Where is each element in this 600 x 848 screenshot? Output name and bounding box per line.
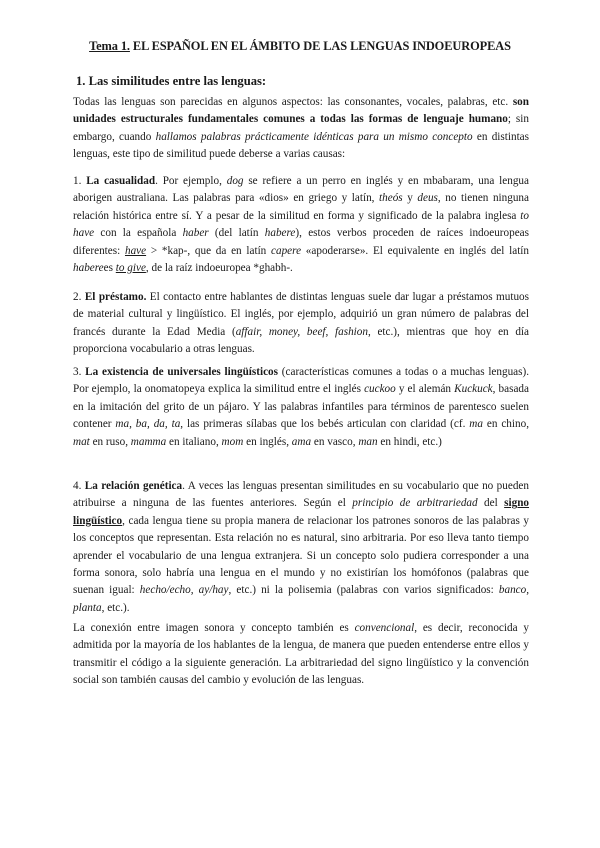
italic-text: ma, ba, da, ta (115, 418, 181, 431)
italic-text: mom (221, 435, 244, 448)
text: en vasco, (311, 435, 359, 448)
section-heading: 1. Las similitudes entre las lenguas: (76, 74, 267, 88)
italic-text: theós (379, 192, 403, 205)
text: en inglés, (243, 435, 292, 448)
italic-text: deus (417, 192, 438, 205)
document-title (0, 39, 600, 54)
text: , basada en la imitación del grito de un pájaro. Y las palabras infantiles para términos de parentesco suelen contener (73, 383, 529, 431)
text: , las primeras sílabas que los bebés articulan con claridad (cf. (180, 418, 470, 431)
italic-text: ama (291, 435, 312, 448)
text: en distintas lenguas, este tipo de similitud puede deberse a varias causas: (73, 130, 530, 161)
item-number: 3. (73, 366, 86, 378)
title-text: EL ESPAÑOL EN EL ÁMBITO DE LAS LENGUAS INDOEUROPEAS (129, 39, 511, 53)
text: ; sin embargo, cuando (73, 113, 529, 143)
item-heading: La existencia de universales lingüísticos (85, 366, 279, 378)
text: , es decir, reconocida y admitida por la mayoría de los hablantes de la lengua, de manera que pueden entenderse entre ellos y transmitir el código a la siguiente generación. La arbitrariedad del signo lingüístico y la convención social son también causas del cambio y evolución de las lenguas. (73, 622, 529, 687)
underlined-bold-text: signo lingüístico (73, 497, 530, 527)
text: , etc.) ni la polisemia (palabras con varios significados: (228, 584, 499, 597)
italic-text: dog (226, 175, 244, 187)
underlined-italic-text: have (124, 244, 147, 257)
text: en italiano, (166, 435, 222, 448)
italic-text: convencional (354, 622, 415, 634)
text: y (402, 192, 418, 205)
item-heading: La casualidad (86, 175, 156, 187)
text: > *kap-, que da en latín (146, 244, 272, 257)
text: se refiere a un perro en inglés y en mbabaram, una lengua aborigen australiana. Las palabras para «dios» en griego y latín, (73, 175, 529, 205)
text: (del latín (208, 227, 265, 240)
italic-text: habere (264, 227, 296, 240)
italic-text: principio de arbitrariedad (352, 497, 478, 510)
item-number: 1. (73, 175, 87, 187)
italic-text: cuckoo (364, 383, 396, 396)
italic-text: affair, money, beef, fashion (235, 325, 368, 338)
text: es (103, 262, 116, 275)
bold-text: son unidades estructurales fundamentales comunes a todas las formas de lenguaje humano (73, 96, 529, 126)
text: en ruso, (89, 435, 131, 448)
italic-text: capere (271, 244, 302, 257)
title-prefix: Tema 1. (89, 39, 130, 53)
paragraph-casualidad (73, 173, 529, 277)
text: con la española (94, 227, 183, 240)
item-heading: El préstamo. (84, 291, 147, 303)
text: (características comunes a todas o a muchas lenguas). Por ejemplo, la onomatopeya explica la similitud entre el inglés (73, 366, 530, 396)
text: La conexión entre imagen sonora y concepto también es (73, 622, 355, 634)
paragraph-relacion-genetica (73, 478, 529, 617)
item-number: 2. (73, 291, 85, 303)
text: , de la raíz indoeuropea *ghabh-. (145, 262, 293, 275)
text: , no tienen ninguna relación histórica entre sí. Y a pesar de la similitud en forma y significado de la palabra inglesa (73, 192, 529, 222)
italic-text: Kuckuck (454, 383, 493, 396)
italic-text: banco, planta (73, 584, 530, 614)
paragraph-prestamo (73, 289, 529, 359)
italic-text: habere (73, 262, 104, 275)
text: . A veces las lenguas presentan similitudes en su vocabulario que no pueden atribuirse a ninguna de las fuentes anteriores. Según el (73, 480, 529, 510)
item-heading: La relación genética (84, 480, 183, 492)
italic-text: man (358, 435, 378, 448)
italic-text: hecho/echo, ay/hay (139, 584, 229, 597)
text: . Por ejemplo, (155, 175, 227, 187)
text: en hindi, etc.) (377, 435, 442, 448)
text: , cada lengua tiene su propia manera de relacionar los patrones sonoros de las palabras y los conceptos que representan. Esta relación no es natural, sino arbitraria. Por eso lleva tanto tiempo aprender el vocabulario de una lengua extranjera. Si un concepto solo pudiera corresponder a una forma sonora, solo habría una lengua en el mundo y no existirían los homófonos (palabras que suenan igual: (73, 514, 529, 597)
text: Todas las lenguas son parecidas en algunos aspectos: las consonantes, vocales, palabras, etc. (73, 96, 513, 108)
intro-paragraph (73, 94, 529, 164)
italic-text: mamma (130, 435, 167, 448)
text: , etc.), mientras que hoy en día proporciona vocabulario a otras lenguas. (73, 325, 529, 356)
text: «apoderarse». El equivalente en inglés del latín (301, 244, 530, 257)
italic-text: haber (182, 227, 209, 240)
text: ), estos verbos proceden de raíces indoeuropeas diferentes: (73, 227, 530, 257)
text: y el alemán (395, 383, 455, 396)
underlined-italic-text: to give (115, 262, 146, 275)
paragraph-universales (73, 364, 529, 451)
paragraph-convencional (73, 620, 529, 690)
text: del (477, 497, 505, 510)
italic-text: mat (73, 435, 90, 448)
italic-text: ma (469, 418, 483, 431)
italic-text: hallamos palabras prácticamente idénticas para un mismo concepto (155, 130, 473, 143)
item-number: 4. (73, 480, 85, 492)
italic-text: to have (73, 209, 529, 240)
text: en chino, (482, 418, 529, 431)
text: El contacto entre hablantes de distintas lenguas suele dar lugar a préstamos mutuos de material cultural y lingüístico. El inglés, por ejemplo, adquirió un gran número de palabras del francés durante la Edad Media ( (73, 291, 529, 338)
text: , etc.). (101, 601, 130, 614)
